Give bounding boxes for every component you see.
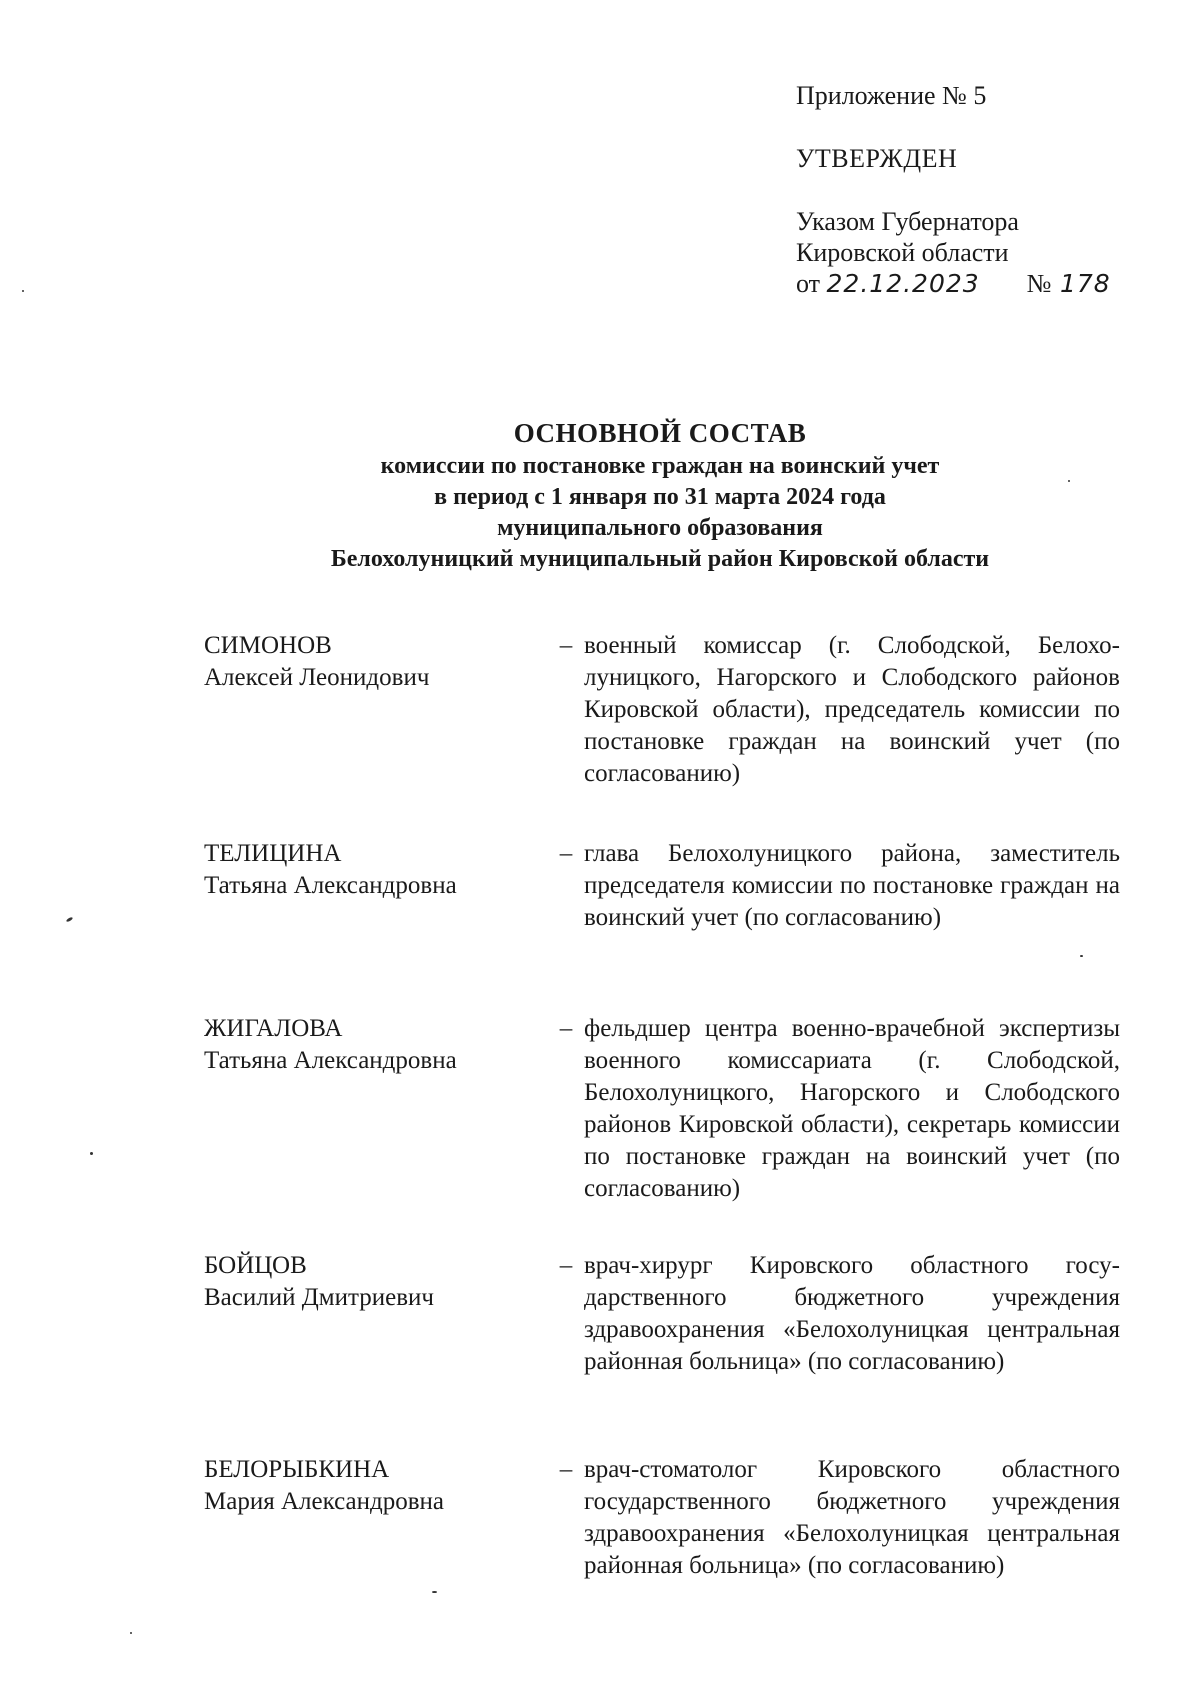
member-surname: БОЙЦОВ	[204, 1252, 307, 1279]
member-given-names: Василий Дмитриевич	[204, 1284, 434, 1311]
member-dash: –	[559, 840, 573, 867]
member-dash: –	[559, 1015, 573, 1042]
member-role: врач-стоматолог Кировского областного государственного бюджетного учреждения здравоохранения «Белохолуницкая центральная районная больница» (по согласованию)	[584, 1456, 1120, 1579]
decree-line-2: Кировской области	[796, 238, 1009, 267]
scan-speck	[90, 1152, 93, 1155]
member-name	[204, 1250, 534, 1314]
date-number-line	[796, 268, 1156, 299]
scan-speck	[22, 290, 24, 292]
title-line-1: комиссии по постановке граждан на воинский учет	[380, 453, 940, 479]
title-main: ОСНОВНОЙ СОСТАВ	[513, 418, 807, 448]
date-prefix: от	[796, 269, 821, 298]
member-dash: –	[559, 1252, 573, 1279]
member-surname: ЖИГАЛОВА	[204, 1015, 343, 1042]
member-given-names: Алексей Леонидович	[204, 664, 430, 691]
member-dash: –	[559, 1456, 573, 1483]
member-surname: ТЕЛИЦИНА	[204, 840, 342, 867]
member-name	[204, 838, 534, 902]
member-name	[204, 1454, 534, 1518]
scan-speck	[66, 916, 74, 922]
annex-label: Приложение № 5	[796, 81, 987, 110]
scan-speck	[1068, 480, 1070, 482]
member-role: врач-хирург Кировского областного государственного бюджетного учреждения здравоохранения «Белохолуницкая центральная районная больница» (по согласованию)	[584, 1252, 1120, 1375]
member-role: глава Белохолуницкого района, заместитель председателя комиссии по постановке граждан на воинский учет (по согласованию)	[584, 840, 1120, 931]
title-line-3: муниципального образования	[497, 515, 823, 541]
member-dash: –	[559, 632, 573, 659]
approval-block	[796, 80, 1156, 299]
member-name	[204, 1013, 534, 1077]
member-role: военный комиссар (г. Слободской, Белохолуницкого, Нагорского и Слободского районов Кировской области), председатель комиссии по постановке граждан на воинский учет (по согласованию)	[584, 632, 1120, 787]
scan-speck	[432, 1591, 437, 1593]
document-title	[180, 415, 1140, 575]
scan-speck	[1080, 955, 1083, 957]
scan-speck	[130, 1632, 132, 1634]
member-given-names: Татьяна Александровна	[204, 872, 457, 899]
decree-line-1: Указом Губернатора	[796, 207, 1019, 236]
title-line-4: Белохолуницкий муниципальный район Кировской области	[330, 546, 990, 572]
approved-label: УТВЕРЖДЕН	[796, 144, 958, 173]
member-surname: БЕЛОРЫБКИНА	[204, 1456, 390, 1483]
member-given-names: Татьяна Александровна	[204, 1047, 457, 1074]
member-name	[204, 630, 534, 694]
member-surname: СИМОНОВ	[204, 632, 332, 659]
handwritten-date: 22.12.2023	[826, 269, 980, 298]
handwritten-number: 178	[1059, 269, 1111, 298]
member-given-names: Мария Александровна	[204, 1488, 444, 1515]
member-role: фельдшер центра военно-врачебной экспертизы военного комиссариата (г. Слободской, Белохолуницкого, Нагорского и Слободского районов Кировской области), секретарь комиссии по постановке граждан на воинский учет (по согласованию)	[584, 1015, 1120, 1202]
number-prefix: №	[1026, 269, 1052, 298]
title-line-2: в период с 1 января по 31 марта 2024 года	[434, 484, 886, 510]
